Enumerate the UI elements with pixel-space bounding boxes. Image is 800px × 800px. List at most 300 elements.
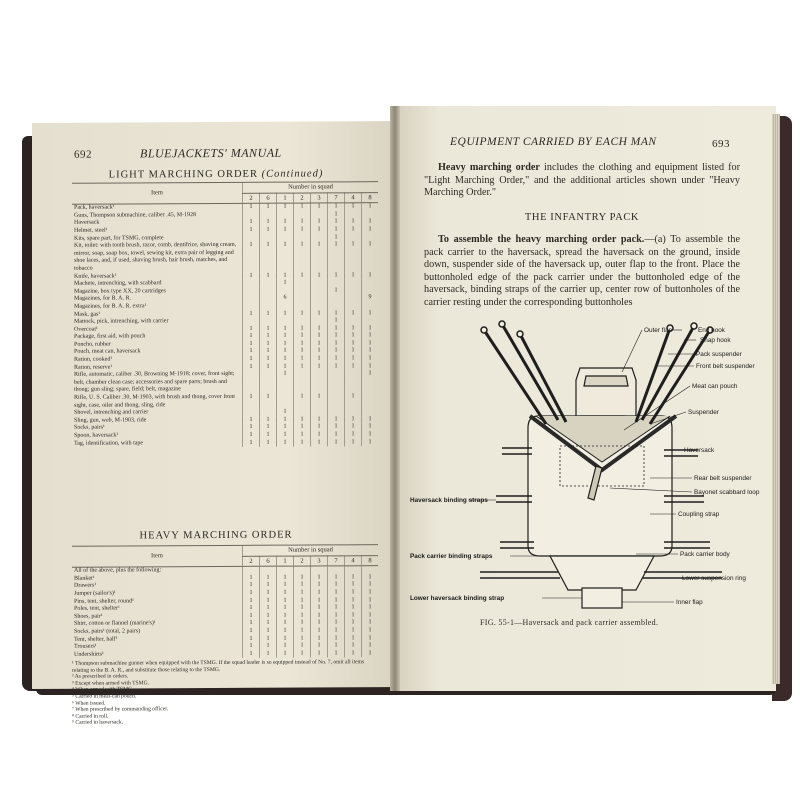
quantity-cell: 1 bbox=[311, 589, 328, 597]
quantity-cell bbox=[260, 280, 277, 288]
quantity-cell: 1 bbox=[311, 612, 328, 620]
quantity-cell: 1 bbox=[243, 272, 260, 280]
quantity-cell: 1 bbox=[345, 574, 362, 582]
quantity-cell: 1 bbox=[328, 272, 345, 280]
quantity-cell: 1 bbox=[260, 628, 277, 636]
quantity-cell: 1 bbox=[294, 325, 311, 333]
quantity-cell: 1 bbox=[311, 219, 328, 227]
quantity-cell bbox=[260, 566, 277, 574]
quantity-cell: 1 bbox=[294, 605, 311, 613]
item-cell: All of the above, plus the following: bbox=[74, 567, 162, 574]
quantity-cell: 1 bbox=[328, 627, 345, 635]
quantity-cell bbox=[311, 211, 328, 219]
item-cell: Knife, haversack¹ bbox=[74, 273, 117, 280]
quantity-cell bbox=[345, 370, 362, 393]
quantity-cell: 1 bbox=[311, 439, 328, 447]
quantity-cell: 1 bbox=[311, 348, 328, 356]
quantity-cell: 1 bbox=[328, 355, 345, 363]
table-row bbox=[72, 370, 378, 394]
quantity-cell: 1 bbox=[294, 643, 311, 651]
quantity-cell: 1 bbox=[362, 431, 379, 439]
quantity-cell: 1 bbox=[277, 620, 294, 628]
quantity-cell: 1 bbox=[294, 627, 311, 635]
quantity-cell: 1 bbox=[243, 650, 260, 658]
quantity-cell: 1 bbox=[243, 439, 260, 447]
squad-number-header: 3 bbox=[311, 556, 328, 567]
quantity-cell: 1 bbox=[345, 363, 362, 371]
squad-number-header: 2 bbox=[294, 193, 311, 204]
quantity-cell: 1 bbox=[243, 620, 260, 628]
quantity-cell bbox=[311, 295, 328, 303]
figure-caption: FIG. 55-1—Haversack and pack carrier assembled. bbox=[480, 618, 659, 627]
item-cell: Drawers¹ bbox=[74, 583, 97, 590]
quantity-cell: 1 bbox=[328, 211, 345, 219]
quantity-cell bbox=[362, 279, 379, 287]
quantity-cell: 1 bbox=[260, 227, 277, 235]
quantity-cell bbox=[345, 279, 362, 287]
light-marching-order-table bbox=[72, 181, 378, 448]
quantity-cell: 1 bbox=[243, 635, 260, 643]
quantity-cell bbox=[294, 566, 311, 574]
footnote: ⁷ When prescribed by commanding officer. bbox=[72, 706, 169, 713]
quantity-cell: 1 bbox=[243, 582, 260, 590]
quantity-cell: 1 bbox=[277, 439, 294, 447]
quantity-cell bbox=[345, 317, 362, 325]
item-cell: Poles, tent, shelter¹ bbox=[74, 605, 120, 612]
quantity-cell: 1 bbox=[277, 635, 294, 643]
quantity-cell bbox=[345, 566, 362, 574]
page-edges bbox=[772, 114, 780, 684]
quantity-cell: 1 bbox=[260, 432, 277, 440]
quantity-cell bbox=[243, 566, 260, 574]
item-cell: Poncho, rubber bbox=[74, 341, 111, 348]
quantity-cell: 1 bbox=[243, 613, 260, 621]
footnote: ¹ Thompson submachine gunner when equipped with the TSMG. If the squad leader is so equipped instead of No. 7, omit all items relating to the B. A. R., and substitute those relating to the TSMG. bbox=[72, 659, 365, 674]
quantity-cell: 1 bbox=[362, 627, 379, 635]
quantity-cell: 1 bbox=[362, 439, 379, 447]
quantity-cell: 1 bbox=[243, 605, 260, 613]
quantity-cell bbox=[311, 371, 328, 394]
squad-number-header: 1 bbox=[277, 556, 294, 567]
quantity-cell: 1 bbox=[260, 439, 277, 447]
quantity-cell: 1 bbox=[345, 325, 362, 333]
running-title-right: EQUIPMENT CARRIED BY EACH MAN bbox=[450, 136, 657, 148]
book-gutter bbox=[390, 106, 400, 691]
quantity-cell bbox=[328, 295, 345, 303]
quantity-cell: 1 bbox=[362, 348, 379, 356]
quantity-cell bbox=[328, 279, 345, 287]
quantity-cell: 1 bbox=[294, 272, 311, 280]
squad-number-header: 1 bbox=[277, 193, 294, 204]
quantity-cell: 1 bbox=[294, 242, 311, 272]
footnote: ² As prescribed in orders. bbox=[72, 673, 129, 680]
item-cell: Helmet, steel¹ bbox=[74, 227, 108, 234]
quantity-cell: 1 bbox=[328, 620, 345, 628]
quantity-cell: 1 bbox=[345, 582, 362, 590]
quantity-cell: 1 bbox=[277, 348, 294, 356]
squad-number-header: 2 bbox=[243, 556, 260, 567]
item-cell: Socks, pairs¹ bbox=[74, 424, 105, 432]
quantity-cell: 1 bbox=[362, 619, 379, 627]
quantity-cell: 1 bbox=[345, 424, 362, 432]
table2-title: HEAVY MARCHING ORDER bbox=[139, 529, 293, 542]
quantity-cell: 1 bbox=[294, 356, 311, 364]
quantity-cell: 1 bbox=[328, 424, 345, 432]
quantity-cell bbox=[243, 371, 260, 394]
quantity-cell bbox=[243, 318, 260, 326]
inner-flap-shape bbox=[582, 588, 622, 608]
quantity-cell: 1 bbox=[311, 620, 328, 628]
quantity-cell: 1 bbox=[260, 394, 277, 409]
quantity-cell: 1 bbox=[277, 280, 294, 288]
quantity-cell bbox=[294, 280, 311, 288]
quantity-cell bbox=[362, 302, 379, 310]
quantity-cell: 1 bbox=[345, 219, 362, 227]
quantity-cell: 1 bbox=[328, 650, 345, 658]
quantity-cell: 1 bbox=[362, 424, 379, 432]
quantity-cell: 1 bbox=[260, 242, 277, 272]
pack-carrier-body bbox=[550, 556, 654, 590]
quantity-cell bbox=[362, 393, 379, 408]
quantity-cell: 1 bbox=[311, 242, 328, 272]
quantity-cell bbox=[243, 303, 260, 311]
quantity-cell bbox=[362, 408, 379, 416]
quantity-cell: 1 bbox=[277, 227, 294, 235]
label-pack-carrier-body: Pack carrier body bbox=[680, 551, 730, 558]
quantity-cell: 1 bbox=[362, 597, 379, 605]
quantity-cell: 1 bbox=[345, 635, 362, 643]
item-cell: Trousers¹ bbox=[74, 643, 97, 650]
table1-title: LIGHT MARCHING ORDER (Continued) bbox=[108, 168, 324, 181]
item-cell: Package, first aid, with pouch bbox=[74, 333, 146, 341]
quantity-cell bbox=[328, 371, 345, 394]
item-cell: Spoon, haversack¹ bbox=[74, 432, 119, 439]
page-number-right: 693 bbox=[712, 138, 730, 150]
quantity-cell: 1 bbox=[362, 272, 379, 280]
quantity-cell: 1 bbox=[294, 219, 311, 227]
quantity-cell: 1 bbox=[294, 432, 311, 440]
quantity-cell bbox=[260, 409, 277, 417]
quantity-cell: 1 bbox=[311, 355, 328, 363]
quantity-cell: 1 bbox=[243, 394, 260, 409]
number-in-squad-header: Number in squad bbox=[243, 182, 379, 193]
quantity-cell: 1 bbox=[260, 310, 277, 318]
quantity-cell: 1 bbox=[243, 310, 260, 318]
table-row bbox=[72, 650, 378, 659]
item-cell: Socks, pairs¹ (total, 2 pairs) bbox=[74, 628, 141, 635]
quantity-cell: 1 bbox=[362, 332, 379, 340]
left-suspenders bbox=[484, 324, 566, 424]
quantity-cell: 1 bbox=[311, 203, 328, 211]
squad-number-header: 3 bbox=[311, 193, 328, 204]
label-haversack: Haversack bbox=[684, 447, 715, 454]
quantity-cell: 1 bbox=[311, 325, 328, 333]
item-cell: Shovel, intrenching and carrier bbox=[74, 409, 149, 416]
quantity-cell bbox=[294, 302, 311, 310]
quantity-cell: 1 bbox=[260, 574, 277, 582]
item-cell: Shoes, pair¹ bbox=[74, 613, 103, 620]
label-meat-can-pouch: Meat can pouch bbox=[692, 383, 738, 390]
quantity-cell: 1 bbox=[260, 650, 277, 658]
quantity-cell: 1 bbox=[345, 272, 362, 280]
quantity-cell bbox=[243, 295, 260, 303]
quantity-cell: 1 bbox=[277, 371, 294, 394]
quantity-cell: 1 bbox=[345, 393, 362, 408]
quantity-cell bbox=[362, 234, 379, 242]
quantity-cell: 1 bbox=[345, 597, 362, 605]
item-cell: Ration, cooked¹ bbox=[74, 356, 113, 363]
quantity-cell: 1 bbox=[362, 574, 379, 582]
quantity-cell: 1 bbox=[294, 582, 311, 590]
left-page bbox=[32, 121, 400, 727]
item-cell: Blanket¹ bbox=[74, 575, 95, 582]
quantity-cell: 1 bbox=[345, 310, 362, 318]
squad-number-header: 2 bbox=[294, 556, 311, 567]
item-cell: Rifle, U. S. Caliber .30, M-1903, with brush and thong, cover front sight, case, oiler and thong, sling, ride bbox=[74, 393, 235, 409]
quantity-cell bbox=[277, 566, 294, 574]
quantity-cell: 1 bbox=[260, 612, 277, 620]
quantity-cell: 1 bbox=[294, 416, 311, 424]
quantity-cell: 1 bbox=[328, 226, 345, 234]
item-cell: Sling, gun, web, M-1903, ride bbox=[74, 417, 147, 424]
quantity-cell: 1 bbox=[243, 356, 260, 364]
quantity-cell: 1 bbox=[362, 340, 379, 348]
quantity-cell: 1 bbox=[277, 650, 294, 658]
label-outer-flap: Outer flap bbox=[644, 327, 673, 334]
table-row bbox=[72, 393, 378, 410]
quantity-cell: 1 bbox=[294, 424, 311, 432]
quantity-cell bbox=[328, 566, 345, 574]
squad-number-header: 6 bbox=[260, 556, 277, 567]
quantity-cell bbox=[311, 302, 328, 310]
quantity-cell: 1 bbox=[260, 341, 277, 349]
quantity-cell: 1 bbox=[328, 348, 345, 356]
quantity-cell: 1 bbox=[277, 424, 294, 432]
quantity-cell: 1 bbox=[294, 439, 311, 447]
quantity-cell: 1 bbox=[328, 635, 345, 643]
quantity-cell: 1 bbox=[328, 287, 345, 295]
quantity-cell: 1 bbox=[311, 627, 328, 635]
quantity-cell: 1 bbox=[362, 650, 379, 658]
quantity-cell bbox=[277, 394, 294, 409]
quantity-cell: 1 bbox=[277, 219, 294, 227]
item-cell: Mask, gas¹ bbox=[74, 311, 101, 318]
quantity-cell bbox=[243, 212, 260, 220]
quantity-cell bbox=[294, 211, 311, 219]
quantity-cell: 1 bbox=[243, 203, 260, 211]
label-pack-suspender: Pack suspender bbox=[696, 351, 742, 358]
quantity-cell: 1 bbox=[345, 416, 362, 424]
assemble-paragraph: To assemble the heavy marching order pack.—(a) To assemble the pack carrier to the haversack, spread the haversack on the ground, inside down, suspender side of the haversack up, outer flap to the front. Place the buttonholed edge of the pack carrier under the buttonholed edge of the haversack, binding straps of the carrier up, center row of buttonholes of the carrier resting under the corresponding buttonholes bbox=[424, 234, 740, 308]
quantity-cell: 1 bbox=[243, 628, 260, 636]
item-cell: Shirt, cotton or flannel (marine's)¹ bbox=[74, 620, 156, 628]
quantity-cell: 1 bbox=[328, 203, 345, 211]
quantity-cell: 1 bbox=[328, 219, 345, 227]
quantity-cell: 1 bbox=[345, 620, 362, 628]
quantity-cell bbox=[260, 318, 277, 326]
label-lower-haversack-binding-strap: Lower haversack binding strap bbox=[410, 595, 505, 602]
item-cell: Pins, tent, shelter, round¹ bbox=[74, 597, 134, 605]
quantity-cell: 1 bbox=[277, 363, 294, 371]
quantity-cell: 1 bbox=[311, 416, 328, 424]
quantity-cell bbox=[294, 409, 311, 417]
squad-number-header: 8 bbox=[362, 555, 379, 566]
item-cell: Tag, identification, with tape bbox=[74, 439, 144, 447]
item-cell: Pouch, meat can, haversack bbox=[74, 348, 141, 356]
quantity-cell: 1 bbox=[277, 574, 294, 582]
right-page bbox=[394, 106, 776, 691]
quantity-cell: 1 bbox=[243, 424, 260, 432]
item-column-header: Item bbox=[72, 182, 243, 204]
quantity-cell: 1 bbox=[260, 620, 277, 628]
item-cell: Pack, haversack¹ bbox=[74, 204, 115, 211]
quantity-cell: 1 bbox=[311, 574, 328, 582]
footnote: ³ Except when armed with TSMG. bbox=[72, 680, 150, 687]
quantity-cell: 1 bbox=[243, 227, 260, 235]
item-cell: Magazines, for B. A. R. extra¹ bbox=[74, 303, 147, 310]
quantity-cell: 1 bbox=[345, 203, 362, 211]
quantity-cell: 1 bbox=[294, 310, 311, 318]
quantity-cell: 1 bbox=[345, 226, 362, 234]
label-suspender: Suspender bbox=[688, 409, 719, 416]
squad-number-header: 7 bbox=[328, 555, 345, 566]
quantity-cell: 1 bbox=[277, 333, 294, 341]
quantity-cell: 1 bbox=[345, 340, 362, 348]
quantity-cell bbox=[345, 234, 362, 242]
quantity-cell bbox=[277, 211, 294, 219]
quantity-cell: 1 bbox=[362, 370, 379, 393]
quantity-cell: 1 bbox=[277, 272, 294, 280]
quantity-cell: 1 bbox=[260, 597, 277, 605]
quantity-cell: 1 bbox=[328, 582, 345, 590]
quantity-cell: 1 bbox=[243, 242, 260, 272]
quantity-cell bbox=[311, 287, 328, 295]
quantity-cell: 1 bbox=[345, 439, 362, 447]
quantity-cell: 1 bbox=[362, 203, 379, 211]
footnote: ⁶ When issued. bbox=[72, 700, 106, 707]
item-cell: Haversack bbox=[74, 219, 100, 227]
quantity-cell bbox=[311, 566, 328, 574]
squad-number-header: 8 bbox=[362, 192, 379, 203]
quantity-cell: 1 bbox=[260, 272, 277, 280]
quantity-cell: 1 bbox=[328, 363, 345, 371]
quantity-cell: 1 bbox=[294, 650, 311, 658]
quantity-cell: 1 bbox=[277, 310, 294, 318]
quantity-cell: 1 bbox=[277, 612, 294, 620]
quantity-cell: 1 bbox=[328, 416, 345, 424]
quantity-cell: 1 bbox=[345, 627, 362, 635]
quantity-cell: 1 bbox=[243, 590, 260, 598]
quantity-cell: 1 bbox=[260, 348, 277, 356]
quantity-cell bbox=[345, 211, 362, 219]
quantity-cell: 1 bbox=[328, 234, 345, 242]
running-title-left: BLUEJACKETS' MANUAL bbox=[140, 145, 282, 161]
quantity-cell: 1 bbox=[294, 203, 311, 211]
quantity-cell: 1 bbox=[311, 643, 328, 651]
table-row bbox=[72, 241, 378, 273]
quantity-cell: 1 bbox=[260, 356, 277, 364]
quantity-cell bbox=[294, 295, 311, 303]
quantity-cell: 1 bbox=[277, 340, 294, 348]
quantity-cell: 1 bbox=[294, 333, 311, 341]
quantity-cell: 1 bbox=[294, 589, 311, 597]
quantity-cell: 1 bbox=[362, 363, 379, 371]
quantity-cell bbox=[345, 408, 362, 416]
quantity-cell: 1 bbox=[328, 574, 345, 582]
squad-number-header: 2 bbox=[243, 193, 260, 204]
quantity-cell: 1 bbox=[328, 589, 345, 597]
quantity-cell: 1 bbox=[243, 417, 260, 425]
quantity-cell: 1 bbox=[260, 219, 277, 227]
quantity-cell: 1 bbox=[311, 340, 328, 348]
quantity-cell bbox=[243, 409, 260, 417]
quantity-cell: 1 bbox=[362, 589, 379, 597]
item-cell: Kits, spare part, for TSMG, complete bbox=[74, 234, 164, 242]
quantity-cell: 1 bbox=[311, 431, 328, 439]
quantity-cell bbox=[345, 295, 362, 303]
quantity-cell bbox=[260, 295, 277, 303]
quantity-cell: 1 bbox=[277, 416, 294, 424]
item-cell: Machete, intrenching, with scabbard bbox=[74, 280, 162, 287]
quantity-cell: 1 bbox=[328, 317, 345, 325]
quantity-cell: 1 bbox=[311, 597, 328, 605]
quantity-cell: 1 bbox=[243, 432, 260, 440]
quantity-cell: 1 bbox=[294, 348, 311, 356]
quantity-cell: 1 bbox=[328, 642, 345, 650]
quantity-cell bbox=[345, 287, 362, 295]
label-coupling-strap: Coupling strap bbox=[678, 511, 720, 518]
quantity-cell: 1 bbox=[362, 612, 379, 620]
quantity-cell: 1 bbox=[260, 605, 277, 613]
quantity-cell: 1 bbox=[260, 325, 277, 333]
quantity-cell: 1 bbox=[328, 241, 345, 271]
quantity-cell: 1 bbox=[277, 597, 294, 605]
quantity-cell: 1 bbox=[328, 612, 345, 620]
quantity-cell bbox=[328, 393, 345, 408]
quantity-cell: 1 bbox=[345, 348, 362, 356]
quantity-cell: 1 bbox=[345, 604, 362, 612]
footnote: ⁴ When armed with TSMG. bbox=[72, 686, 134, 694]
quantity-cell: 1 bbox=[362, 582, 379, 590]
quantity-cell: 1 bbox=[362, 241, 379, 271]
label-snap-hook: Snap hook bbox=[700, 337, 731, 344]
page-number-left: 692 bbox=[74, 148, 92, 161]
quantity-cell: 1 bbox=[311, 650, 328, 658]
quantity-cell: 1 bbox=[294, 620, 311, 628]
footnote: ⁵ Carried in meat-can pouch. bbox=[72, 693, 137, 700]
quantity-cell: 1 bbox=[345, 241, 362, 271]
quantity-cell: 1 bbox=[243, 341, 260, 349]
table-row bbox=[72, 439, 378, 448]
quantity-cell: 1 bbox=[277, 628, 294, 636]
quantity-cell: 1 bbox=[277, 643, 294, 651]
quantity-cell: 9 bbox=[362, 294, 379, 302]
quantity-cell: 1 bbox=[294, 597, 311, 605]
quantity-cell bbox=[294, 318, 311, 326]
quantity-cell: 1 bbox=[328, 431, 345, 439]
quantity-cell: 1 bbox=[362, 635, 379, 643]
quantity-cell bbox=[260, 303, 277, 311]
quantity-cell bbox=[260, 371, 277, 394]
quantity-cell bbox=[311, 280, 328, 288]
label-inner-flap: Inner flap bbox=[676, 599, 703, 606]
quantity-cell bbox=[294, 287, 311, 295]
quantity-cell bbox=[328, 302, 345, 310]
quantity-cell: 1 bbox=[362, 642, 379, 650]
quantity-cell: 1 bbox=[277, 590, 294, 598]
quantity-cell: 1 bbox=[345, 642, 362, 650]
label-end-hook: End hook bbox=[698, 327, 726, 334]
